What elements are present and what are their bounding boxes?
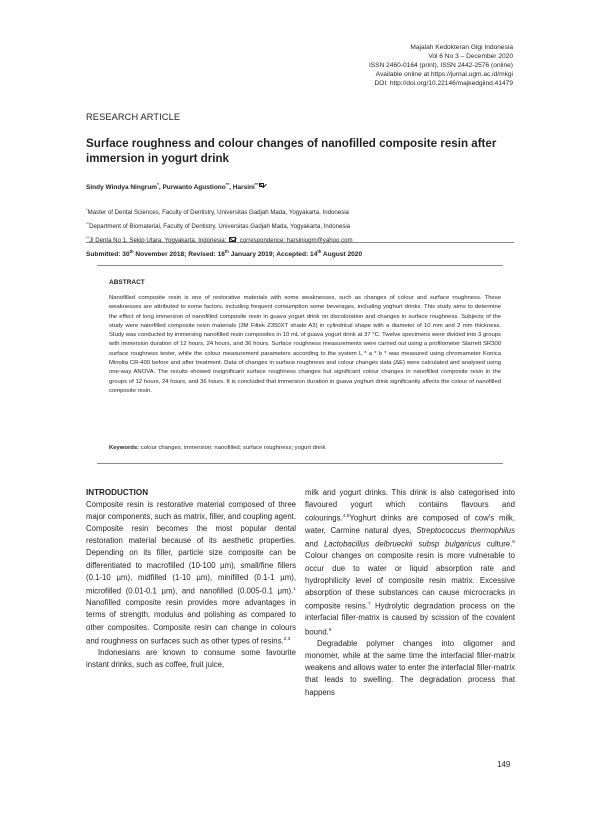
author-2-mark: ** xyxy=(225,182,230,187)
keywords xyxy=(109,445,501,451)
envelope-icon xyxy=(229,237,236,242)
article-type: RESEARCH ARTICLE xyxy=(86,112,181,122)
affiliation-1: *Master of Dental Sciences, Faculty of Dentistry, Universitas Gadjah Mada, Yogyakarta, Indonesia xyxy=(86,207,349,216)
journal-doi[interactable]: DOI: http://doi.org/10.22146/majkedgiind.41479 xyxy=(374,80,513,88)
divider-abstract-top xyxy=(97,265,503,266)
affiliation-2: **Department of Biomaterial, Faculty of Dentistry, Universitas Gadjah Mada, Yogyakarta, Indonesia xyxy=(86,220,351,230)
right-column xyxy=(305,487,515,699)
author-1-mark: * xyxy=(157,182,159,187)
journal-header xyxy=(369,43,513,88)
divider-abstract-bottom xyxy=(97,463,503,464)
abstract-text: Nanofilled composite resin is one of restorative materials with some weaknesses, such as changes of colour and surface roughness. These weaknesses are attributed to some factors, including frequent consumption some beverages, including yoghurt drinks. This study aims to determine the effect of long immersion of nanofilled composite resin in guava yogurt drink on discoloration and changes in surface roughness. Subjects of the study were nanofilled composite resin materials (3M Filtek Z350XT shade A3) in cylindrical shape with a diameter of 10 mm and 2 mm thickness. Study was conducted by immersing nanofilled resin composites in 10 mL of guava yogurt drink at 37 °C. Twelve specimens were divided into 3 groups with immersion duration of 12 hours, 24 hours, and 36 hours. Surface roughness measurements were carried out using a profilometer Starrett SR300 surface roughness tester, while the colour measurement parameters according to the system L * a * b * was measured using chromameter Konica Minolta CR-400 before and after treatment. Data of changes in surface roughness and colour changes data (ΔE) were calculated and analysed using one-way ANOVA. The results showed insignificant surface roughness changes but significant colour changes in nanofilled composite resin in the groups of 12 hours, 24 hours, and 36 hours. It is concluded that immersion duration in guava yoghurt drink significantly affects the colour of nanofilled composite resin. xyxy=(109,295,501,394)
intro-paragraph-2: Indonesians are known to consume some favourite instant drinks, such as coffee, fruit juice, xyxy=(86,648,296,670)
envelope-icon xyxy=(259,183,264,187)
abstract-heading: ABSTRACT xyxy=(109,279,145,286)
page-number: 149 xyxy=(497,760,511,769)
affiliation-3: **Jl Denta No 1, Sekip Utara, Yogyakarta, Indonesia; correspondence: harsiniugm@yahoo.com xyxy=(86,234,353,244)
journal-issn: ISSN 2460-0164 (print), ISSN 2442-2576 (online) xyxy=(368,62,513,70)
affiliations xyxy=(86,205,353,246)
keywords-label: Keywords: xyxy=(109,445,140,451)
intro-paragraph-4: Degradable polymer changes into oligomer and monomer, while at the same time the interfacial filler-matrix weakens and allows water to enter the interfacial filler-matrix that leads to swelling. The degradation process that happens xyxy=(305,639,515,697)
intro-paragraph-3: milk and yogurt drinks. This drink is also categorised into flavoured yogurt which contains flavours and colourings.$^{4,5}$Yoghurt drinks are composed of cow's milk, water, Carmine natural dyes, Streptococcus thermophilus and Lactobacillus delbrueckii subsp bulgaricus culture.$^6$ Colour changes on composite resin is more vulnerable to occur due to water or liquid absorption rate and hydrophilicity level of composite resin matrix. Excessive absorption of these substances can cause microcracks in composite resins.$^7$ Hydrolytic degradation process on the interfacial filler-matrix is caused by scission of the covalent bound.$^8$ xyxy=(305,488,515,637)
intro-heading: INTRODUCTION xyxy=(86,488,149,497)
article-dates: Submitted: 30th November 2018; Revised: 16th January 2019; Accepted: 14th August 2020 xyxy=(86,249,363,258)
journal-name: Majalah Kedokteran Gigi Indonesia xyxy=(410,44,513,51)
author-2: Purwanto Agustiono xyxy=(162,184,226,191)
divider-top xyxy=(86,242,514,243)
author-1: Sindy Windya Ningrum xyxy=(86,184,158,191)
journal-volume: Vol 6 No 3 – December 2020 xyxy=(428,53,513,61)
author-3: Harsini xyxy=(232,184,255,191)
left-column xyxy=(86,487,296,671)
correspondence-email[interactable]: correspondence: harsiniugm@yahoo.com xyxy=(239,236,353,244)
journal-available[interactable]: Available online at https://jurnal.ugm.ac.id/mkgi xyxy=(375,71,513,79)
intro-paragraph-1: Composite resin is restorative material composed of three major components, such as matrix, filler, and coupling agent. Composite resin becomes the most popular dental restoration material because of its aesthetic properties. Depending on its filler, particle size composite can be differentiated to macrofilled (10-100 µm), small/fine fillers (0.1-10 µm), midfilled (1-10 µm), minifilled (0.1-1 µm), microfilled (0.01-0.1 µm), and nanofilled (0.005-0.1 µm).$^1$ Nanofilled composite resin provides more advantages in terms of strength, modulus and polishing as compared to other composites. Composite resin can change in colours and roughness on surfaces such as other types of resins.$^{2,3}$ xyxy=(86,500,296,646)
keywords-list: colour changes; immersion; nanofilled; surface roughness; yogurt drink xyxy=(140,445,326,451)
author-list: Sindy Windya Ningrum*, Purwanto Agustiono**, Harsini** xyxy=(86,182,266,191)
author-3-mark: ** xyxy=(254,182,259,187)
article-title: Surface roughness and colour changes of nanofilled composite resin after immersion in yogurt drink xyxy=(86,137,497,166)
